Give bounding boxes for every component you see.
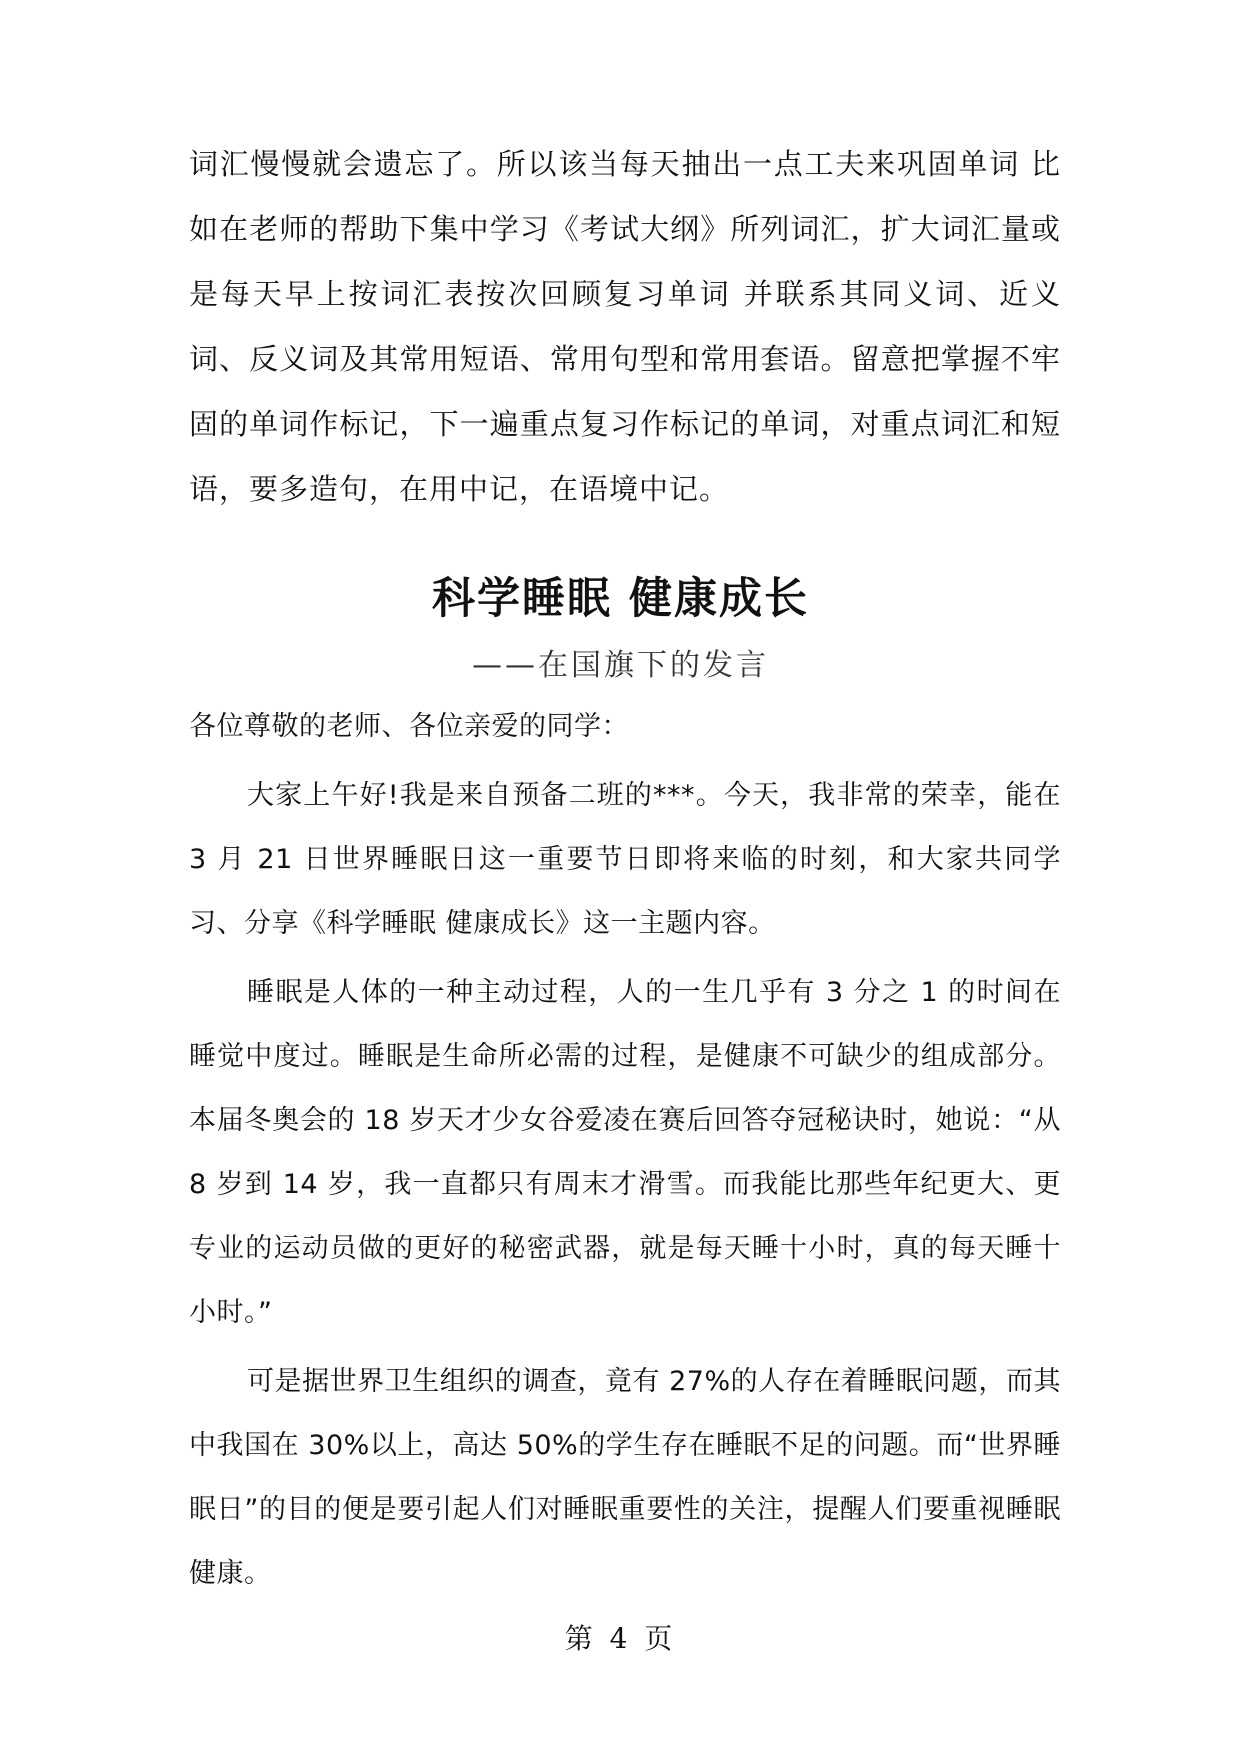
page-title: 科学睡眠 健康成长 [432,574,809,624]
paragraph-3: 可是据世界卫生组织的调查，竟有 27%的人存在着睡眠问题，而其中我国在 30%以上，高达 50%的学生存在睡眠不足的问题。而“世界睡眠日”的目的便是要引起人们对睡眠重要性的关注，提醒人们要重视睡眠健康。 [189,1366,1061,1589]
top-paragraph: 词汇慢慢就会遗忘了。所以该当每天抽出一点工夫来巩固单词 比如在老师的帮助下集中学习《考试大纲》所列词汇，扩大词汇量或是每天早上按词汇表按次回顾复习单词 并联系其同义词、近义词、反义词及其常用短语、常用句型和常用套语。留意把掌握不牢固的单词作标记，下一遍重点复习作标记的单词，对重点词汇和短语，要多造句，在用中记，在语境中记。 [189,147,1061,506]
paragraph-1: 大家上午好!我是来自预备二班的***。今天，我非常的荣幸，能在 3 月 21 日世界睡眠日这一重要节日即将来临的时刻，和大家共同学习、分享《科学睡眠 健康成长》这一主题内容。 [189,780,1061,939]
paragraph-2: 睡眠是人体的一种主动过程，人的一生几乎有 3 分之 1 的时间在睡觉中度过。睡眠是生命所必需的过程，是健康不可缺少的组成部分。本届冬奥会的 18 岁天才少女谷爱凌在赛后回答夺冠秘诀时，她说：“从 8 岁到 14 岁，我一直都只有周末才滑雪。而我能比那些年纪更大、更专业的运动员做的更好的秘密武器，就是每天睡十小时，真的每天睡十小时。” [189,977,1061,1328]
speech-body [189,695,1061,1606]
greeting: 各位尊敬的老师、各位亲爱的同学： [189,711,629,742]
page-number: 第 4 页 [564,1622,677,1655]
page-subtitle: ——在国旗下的发言 [472,648,769,683]
top-paragraph-block [189,132,1061,522]
